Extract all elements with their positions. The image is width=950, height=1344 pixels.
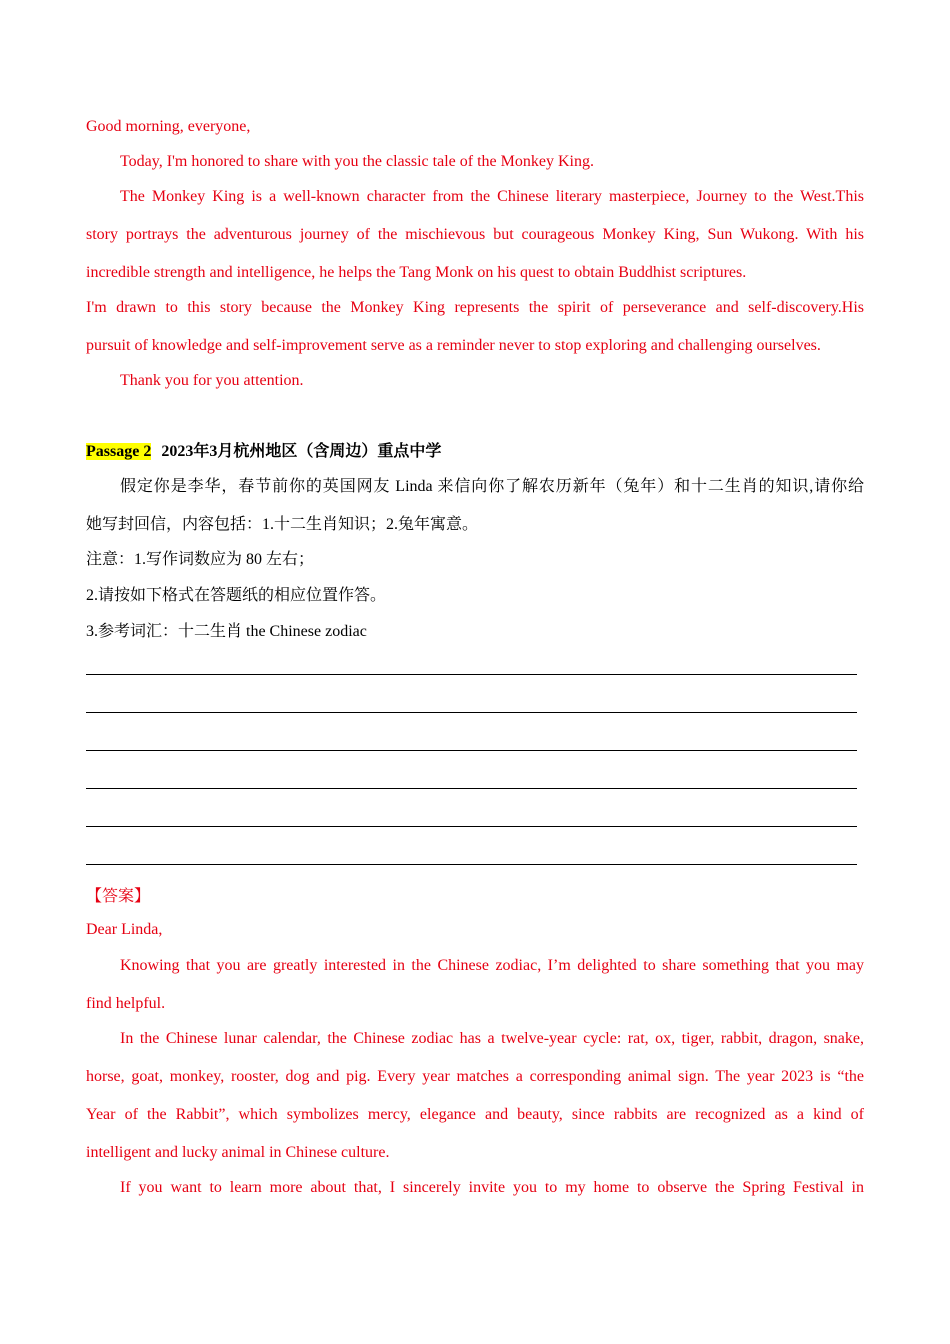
answer-paragraph-2-line-2: horse, goat, monkey, rooster, dog and pig. Every year matches a corresponding animal sign. The year 2023 is “the	[86, 1068, 864, 1085]
speech-paragraph-1: Today, I'm honored to share with you the classic tale of the Monkey King.	[120, 153, 594, 170]
answer-paragraph-1-line-1: Knowing that you are greatly interested in the Chinese zodiac, I’m delighted to share something that you may	[120, 957, 864, 974]
answer-paragraph-1-line-2: find helpful.	[86, 995, 166, 1012]
writing-line-6	[86, 864, 857, 865]
writing-line-3	[86, 750, 857, 751]
prompt-line-1: 假定你是李华，春节前你的英国网友 Linda 来信向你了解农历新年（兔年）和十二生肖的知识,请你给	[120, 478, 864, 495]
writing-line-5	[86, 826, 857, 827]
speech-paragraph-2-line-2: story portrays the adventurous journey of the mischievous but courageous Monkey King, Sun Wukong. With his	[86, 226, 864, 243]
writing-line-4	[86, 788, 857, 789]
answer-label: 【答案】	[86, 888, 151, 905]
answer-paragraph-3-line-1: If you want to learn more about that, I sincerely invite you to my home to observe the Spring Festival in	[120, 1179, 864, 1196]
note-3: 3.参考词汇：十二生肖 the Chinese zodiac	[86, 623, 367, 640]
writing-line-1	[86, 674, 857, 675]
speech-paragraph-3-line-2: pursuit of knowledge and self-improvement serve as a reminder never to stop exploring and challenging ourselves.	[86, 337, 821, 354]
speech-paragraph-2-line-1: The Monkey King is a well-known character from the Chinese literary masterpiece, Journey to the West.This	[120, 188, 864, 205]
speech-paragraph-3-line-1: I'm drawn to this story because the Monkey King represents the spirit of perseverance and self-discovery.His	[86, 299, 864, 316]
passage-heading	[86, 442, 864, 462]
writing-line-2	[86, 712, 857, 713]
speech-greeting: Good morning, everyone,	[86, 118, 251, 135]
answer-salutation: Dear Linda,	[86, 921, 163, 938]
answer-paragraph-2-line-4: intelligent and lucky animal in Chinese culture.	[86, 1144, 390, 1161]
passage-title: 2023年3月杭州地区（含周边）重点中学	[161, 443, 442, 460]
note-1: 注意：1.写作词数应为 80 左右；	[86, 551, 315, 568]
answer-paragraph-2-line-1: In the Chinese lunar calendar, the Chinese zodiac has a twelve-year cycle: rat, ox, tiger, rabbit, dragon, snake,	[120, 1030, 864, 1047]
speech-closing: Thank you for you attention.	[120, 372, 304, 389]
note-2: 2.请按如下格式在答题纸的相应位置作答。	[86, 587, 387, 604]
prompt-line-2: 她写封回信，内容包括：1.十二生肖知识；2.兔年寓意。	[86, 516, 479, 533]
passage-label: Passage 2	[86, 443, 152, 460]
speech-paragraph-2-line-3: incredible strength and intelligence, he helps the Tang Monk on his quest to obtain Buddhist scriptures.	[86, 264, 747, 281]
answer-paragraph-2-line-3: Year of the Rabbit”, which symbolizes mercy, elegance and beauty, since rabbits are recognized as a kind of	[86, 1106, 864, 1123]
